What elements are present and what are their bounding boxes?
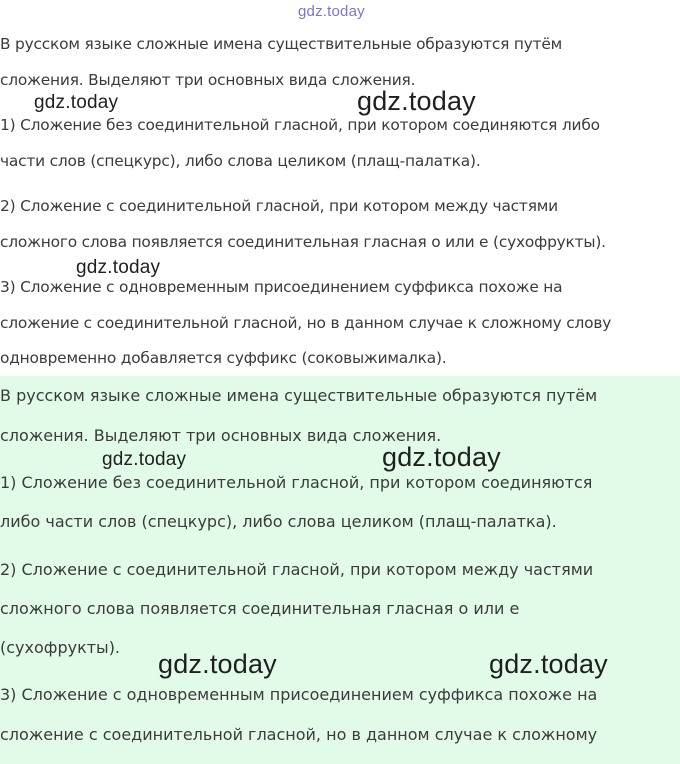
paragraph-line: сложения. Выделяют три основных вида сложения. (0, 426, 442, 445)
list-item-line: сложного слова появляется соединительная гласная о или е (сухофрукты). (0, 233, 606, 251)
watermark: gdz.today (382, 442, 501, 472)
list-item-line: сложение с соединительной гласной, но в данном случае к сложному (0, 725, 598, 744)
list-item-line: 1) Сложение без соединительной гласной, при котором соединяются (0, 473, 593, 492)
watermark: gdz.today (102, 449, 187, 470)
text-block-2 (0, 376, 680, 764)
watermark: gdz.today (34, 92, 119, 113)
watermark: gdz.today (76, 257, 161, 278)
list-item-line: сложение с соединительной гласной, но в данном случае к сложному слову (0, 314, 612, 332)
list-item-line: либо части слов (спецкурс), либо слова целиком (плащ-палатка). (0, 512, 557, 531)
watermark: gdz.today (158, 649, 277, 679)
list-item-line: 3) Сложение с одновременным присоединением суффикса похоже на (0, 685, 598, 704)
watermark-top: gdz.today (298, 3, 365, 20)
list-item-line: сложного слова появляется соединительная гласная о или е (0, 599, 520, 618)
list-item-line: части слов (спецкурс), либо слова целиком (плащ-палатка). (0, 152, 481, 170)
list-item-line: 2) Сложение с соединительной гласной, при котором между частями (0, 560, 594, 579)
list-item-line: (сухофрукты). (0, 638, 121, 657)
paragraph-line: В русском языке сложные имена существительные образуются путём (0, 386, 598, 405)
watermark: gdz.today (357, 86, 476, 116)
list-item-line: одновременно добавляется суффикс (соковыжималка). (0, 349, 447, 367)
watermark: gdz.today (489, 649, 608, 679)
list-item-line: 2) Сложение с соединительной гласной, при котором между частями (0, 197, 558, 215)
list-item-line: 3) Сложение с одновременным присоединением суффикса похоже на (0, 278, 563, 296)
paragraph-line: сложения. Выделяют три основных вида сложения. (0, 71, 416, 89)
paragraph-line: В русском языке сложные имена существительные образуются путём (0, 35, 563, 53)
list-item-line: 1) Сложение без соединительной гласной, при котором соединяются либо (0, 116, 600, 134)
